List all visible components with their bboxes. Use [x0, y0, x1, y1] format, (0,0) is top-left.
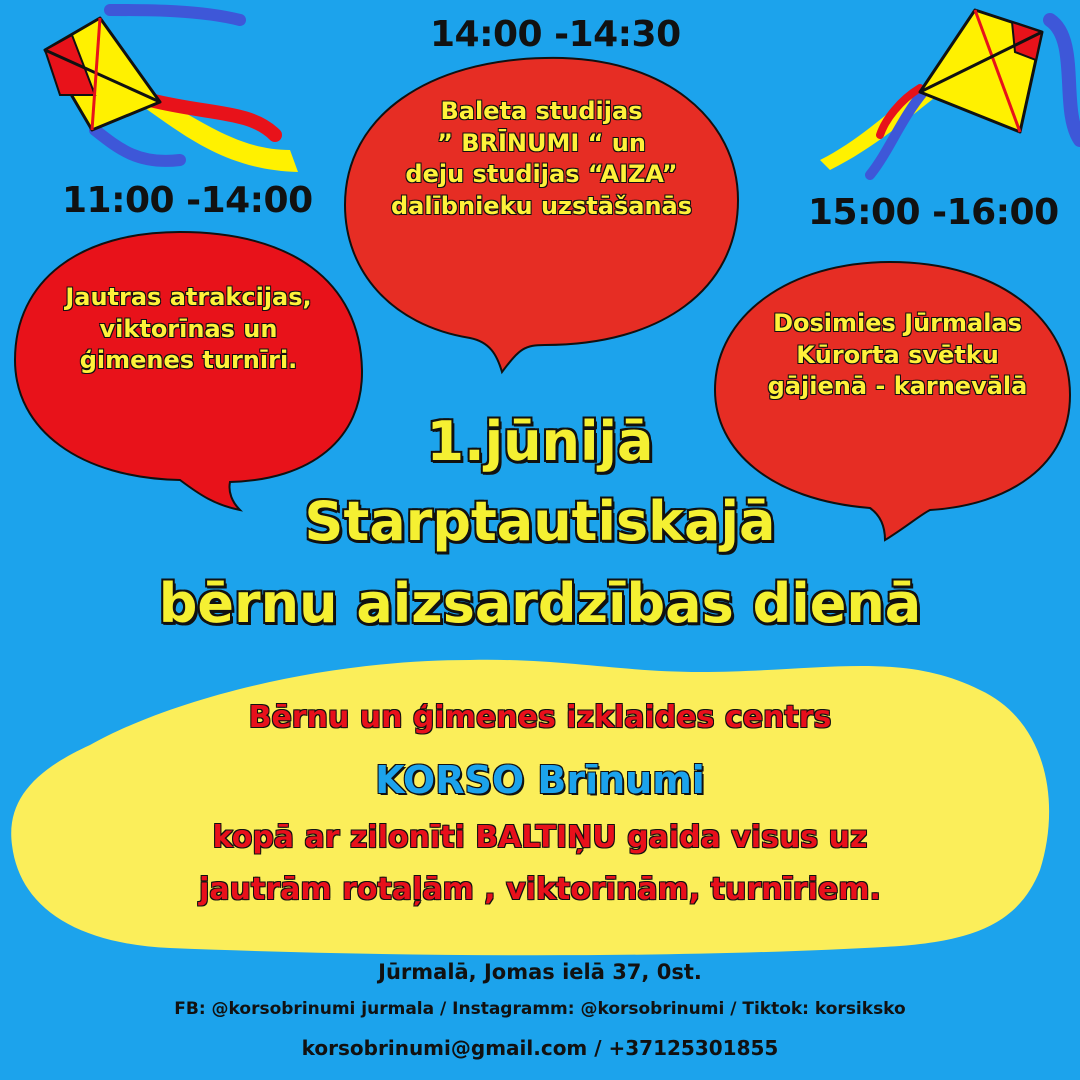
right-bubble-line: Kūrorta svētku [796, 340, 999, 369]
cloud-invite [0, 820, 1080, 855]
center-bubble-line: ” BRĪNUMI “ un [437, 128, 646, 157]
center-bubble-text [345, 96, 738, 223]
time-center: 14:00 -14:30 [430, 14, 681, 55]
left-bubble-line: ģimenes turnīri. [79, 346, 298, 375]
cloud-invite-part2: gaida visus uz [616, 820, 868, 855]
footer-social: FB: @korsobrinumi jurmala / Instagramm: @korsobrinumi / Tiktok: korsiksko [174, 999, 906, 1019]
time-right: 15:00 -16:00 [808, 192, 1059, 233]
right-bubble-text [725, 308, 1070, 403]
left-bubble-line: viktorīnas un [99, 314, 278, 343]
kite-left-icon [45, 10, 298, 172]
cloud-intro: Bērnu un ģimenes izklaides centrs [248, 700, 832, 735]
footer-contact: korsobrinumi@gmail.com / +37125301855 [301, 1036, 779, 1060]
center-bubble-line: Baleta studijas [440, 97, 643, 125]
right-bubble-line: gājienā - karnevālā [767, 372, 1028, 401]
headline-date: 1.jūnijā [426, 410, 654, 473]
cloud-activities: jautrām rotaļām , viktorīnām, turnīriem. [199, 872, 881, 907]
center-bubble-line: dalībnieku uzstāšanās [390, 192, 693, 221]
left-bubble-text [15, 282, 362, 377]
headline-subtitle: bērnu aizsardzības dienā [158, 572, 922, 635]
brand-name: KORSO Brīnumi [375, 758, 705, 802]
mascot-name: BALTIŅU [475, 820, 617, 855]
right-bubble-line: Dosimies Jūrmalas [773, 309, 1022, 337]
footer-address: Jūrmalā, Jomas ielā 37, 0st. [378, 960, 702, 984]
time-left: 11:00 -14:00 [62, 180, 313, 221]
center-bubble-line: deju studijas “AIZA” [405, 160, 678, 189]
headline-title: Starptautiskajā [304, 490, 776, 553]
cloud-invite-part1: kopā ar zilonīti [212, 820, 476, 855]
left-bubble-line: Jautras atrakcijas, [65, 283, 312, 311]
kite-right-icon [820, 10, 1080, 175]
